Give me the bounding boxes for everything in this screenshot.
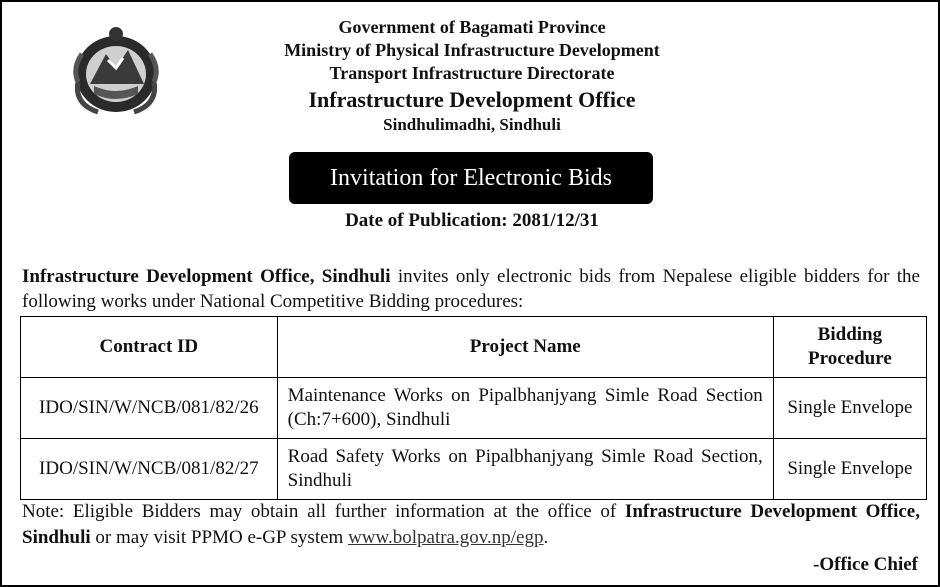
contract-id-cell: IDO/SIN/W/NCB/081/82/26: [21, 378, 278, 439]
table-header-row: [21, 317, 927, 378]
directorate-name: Transport Infrastructure Directorate: [329, 63, 615, 83]
intro-paragraph: [22, 264, 920, 314]
bid-table: [20, 316, 927, 500]
note-text-end: .: [543, 527, 549, 548]
column-header-bidding-procedure: Bidding Procedure: [773, 317, 926, 378]
notice-title: Invitation for Electronic Bids: [330, 164, 612, 191]
column-header-project-name: Project Name: [277, 317, 773, 378]
note-paragraph: [22, 499, 920, 551]
intro-text: invites only electronic bids from Nepalese eligible bidders for the following works under National Competitive Bidding procedures:: [22, 266, 920, 312]
bidding-procedure-cell: Single Envelope: [773, 439, 926, 500]
letterhead: [2, 16, 940, 136]
contract-id-cell: IDO/SIN/W/NCB/081/82/27: [21, 439, 278, 500]
egp-link[interactable]: www.bolpatra.gov.np/egp: [348, 527, 544, 548]
ministry-name: Ministry of Physical Infrastructure Development: [284, 40, 660, 60]
note-office-name: Infrastructure Development Office, Sindhuli: [22, 501, 920, 548]
publication-date: Date of Publication: 2081/12/31: [345, 210, 599, 231]
office-location: Sindhulimadhi, Sindhuli: [383, 115, 561, 134]
notice-title-banner: [289, 152, 653, 204]
column-header-contract-id: Contract ID: [21, 317, 278, 378]
office-name: Infrastructure Development Office: [308, 87, 636, 112]
project-name-cell: Road Safety Works on Pipalbhanjyang Simle Road Section, Sindhuli: [277, 439, 773, 500]
table-row: [21, 378, 927, 439]
bidding-procedure-cell: Single Envelope: [773, 378, 926, 439]
note-text-middle: or may visit PPMO e-GP system: [90, 527, 349, 548]
table-row: [21, 439, 927, 500]
government-name: Government of Bagamati Province: [338, 17, 606, 37]
office-chief-signoff: -Office Chief: [813, 554, 918, 575]
project-name-cell: Maintenance Works on Pipalbhanjyang Simle Road Section (Ch:7+600), Sindhuli: [277, 378, 773, 439]
intro-office-name: Infrastructure Development Office, Sindhuli: [22, 266, 391, 287]
note-text-start: Note: Eligible Bidders may obtain all further information at the office of: [22, 501, 625, 522]
